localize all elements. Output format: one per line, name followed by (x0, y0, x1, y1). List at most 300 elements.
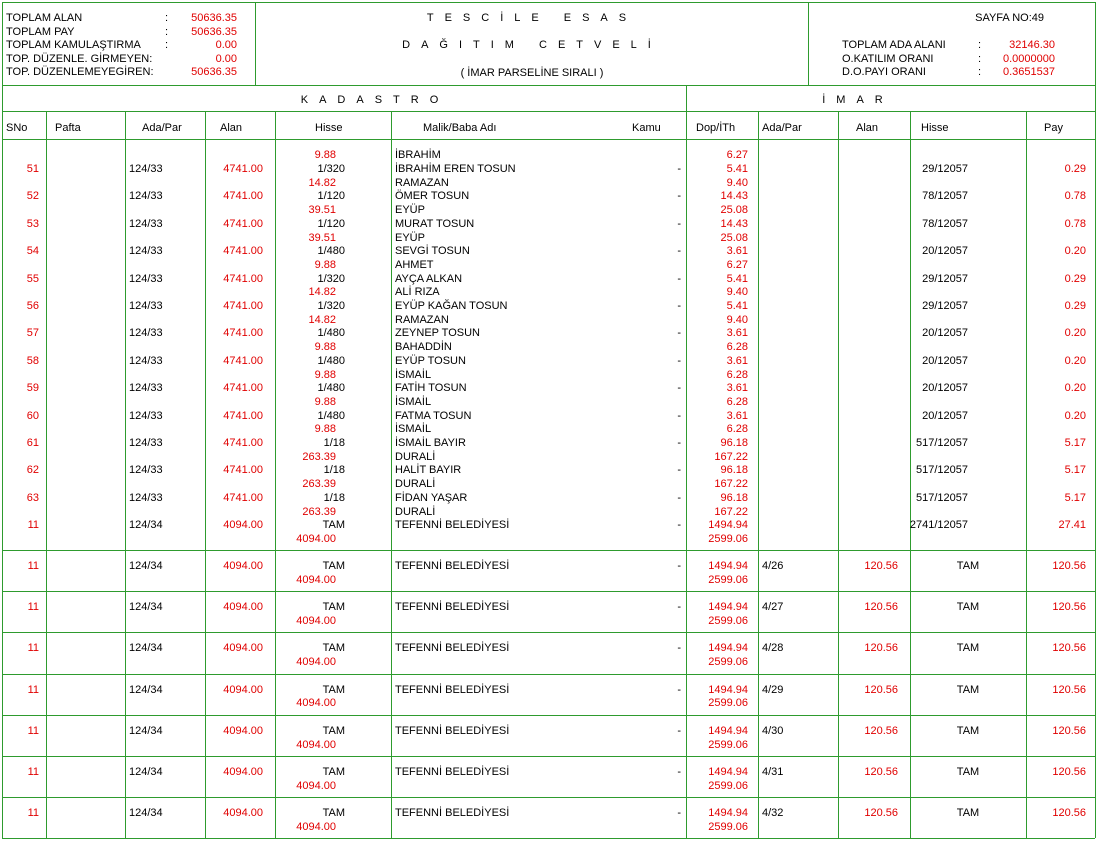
block-malik: TEFENNİ BELEDİYESİ (395, 601, 510, 614)
block-hisse-amount: 4094.00 (296, 573, 336, 586)
row-malik: SEVGİ TOSUN (395, 245, 470, 258)
block-dop: 1494.94 (708, 642, 748, 655)
row-dop: 3.61 (726, 245, 748, 258)
row-hisse-amount: 39.51 (308, 204, 336, 217)
document-subtitle: DAĞITIM CETVELİ (402, 39, 662, 51)
row-hisse-amount: 9.88 (314, 258, 336, 271)
document-sort-note: ( İMAR PARSELİNE SIRALI ) (460, 67, 604, 79)
block-dop: 1494.94 (708, 807, 748, 820)
hisse-amount: 9.88 (314, 149, 336, 161)
block-imar-alan: 120.56 (864, 601, 898, 614)
column-header: Pafta (55, 122, 81, 134)
block-dop-sub: 2599.06 (708, 656, 748, 669)
row-baba: DURALİ (395, 478, 436, 491)
colon-separator: : (165, 39, 169, 51)
row-imar-hisse: 2741/12057 (909, 519, 968, 532)
row-hisse-amount: 14.82 (308, 176, 336, 189)
row-hisse: 1/320 (317, 272, 345, 285)
block-hisse-amount: 4094.00 (296, 820, 336, 833)
block-imar-hisse: TAM (956, 642, 980, 655)
block-hisse: TAM (322, 683, 345, 696)
row-sno: 11 (27, 519, 39, 532)
block-hisse-amount: 4094.00 (296, 614, 336, 627)
row-pay: 0.78 (1064, 217, 1086, 230)
row-pay: 5.17 (1064, 437, 1086, 449)
row-alan: 4741.00 (223, 464, 263, 477)
row-imar-hisse: 20/12057 (922, 245, 968, 258)
column-header: Ada/Par (142, 122, 182, 134)
block-sno: 11 (27, 766, 39, 778)
row-kamu: - (677, 163, 681, 175)
block-ada-par: 124/34 (129, 766, 163, 778)
block-dop: 1494.94 (708, 766, 748, 778)
block-hisse-amount: 4094.00 (296, 738, 336, 751)
colon-separator: : (978, 66, 982, 78)
row-kamu: - (677, 519, 681, 532)
row-dop: 3.61 (726, 409, 748, 422)
row-malik: TEFENNİ BELEDİYESİ (395, 519, 510, 532)
row-alan: 4741.00 (223, 354, 263, 367)
row-dop: 96.18 (720, 491, 748, 504)
row-ada-par: 124/33 (129, 382, 163, 395)
row-hisse-amount: 9.88 (314, 395, 336, 408)
block-kamu: - (677, 807, 681, 820)
block-pay: 120.56 (1052, 642, 1086, 655)
row-dop-sub: 167.22 (714, 478, 748, 491)
block-alan: 4094.00 (223, 560, 263, 572)
row-pay: 0.78 (1064, 190, 1086, 203)
row-ada-par: 124/33 (129, 300, 163, 312)
row-hisse-amount: 14.82 (308, 286, 336, 299)
row-malik: İBRAHİM EREN TOSUN (395, 163, 516, 175)
block-imar-alan: 120.56 (864, 724, 898, 737)
block-hisse: TAM (322, 642, 345, 655)
horizontal-rule (2, 85, 1095, 86)
block-imar-hisse: TAM (956, 560, 980, 572)
row-alan: 4741.00 (223, 272, 263, 285)
row-malik: FATİH TOSUN (395, 382, 467, 395)
horizontal-rule (2, 139, 1095, 140)
row-imar-hisse: 20/12057 (922, 382, 968, 395)
row-hisse-amount: 9.88 (314, 341, 336, 354)
page-number: SAYFA NO:49 (975, 12, 1044, 24)
baba-name: İBRAHİM (395, 149, 441, 161)
block-pay: 120.56 (1052, 683, 1086, 696)
block-imar-hisse: TAM (956, 766, 980, 778)
summary-value: 0.0000000 (1003, 52, 1055, 65)
row-kamu: - (677, 327, 681, 340)
row-malik: FİDAN YAŞAR (395, 491, 468, 504)
row-sno: 61 (26, 437, 39, 449)
block-dop-sub: 2599.06 (708, 614, 748, 627)
column-header: Malik/Baba Adı (423, 122, 497, 134)
row-hisse-amount: 14.82 (308, 313, 336, 326)
summary-label: TOPLAM ALAN (6, 12, 83, 24)
row-malik: EYÜP KAĞAN TOSUN (395, 300, 508, 312)
row-alan: 4741.00 (223, 437, 263, 449)
block-hisse-amount: 4094.00 (296, 697, 336, 710)
row-alan: 4094.00 (223, 519, 263, 532)
vertical-rule (255, 2, 256, 85)
colon-separator: : (978, 52, 982, 65)
horizontal-rule (2, 2, 1095, 3)
row-ada-par: 124/33 (129, 272, 163, 285)
summary-value: 0.3651537 (1003, 66, 1055, 78)
block-sno: 11 (27, 601, 39, 614)
row-sno: 52 (26, 190, 39, 203)
summary-label: TOP. DÜZENLEMEYEGİREN: (6, 66, 154, 78)
row-dop-sub: 25.08 (720, 204, 748, 217)
row-imar-hisse: 20/12057 (922, 354, 968, 367)
colon-separator: : (978, 39, 982, 51)
block-imar-ada-par: 4/29 (762, 683, 784, 696)
row-ada-par: 124/33 (129, 409, 163, 422)
column-header: Hisse (921, 122, 949, 134)
row-kamu: - (677, 437, 681, 449)
summary-label: TOP. DÜZENLE. GİRMEYEN: (6, 52, 153, 65)
row-hisse-amount: 9.88 (314, 368, 336, 381)
row-alan: 4741.00 (223, 491, 263, 504)
colon-separator: : (165, 12, 169, 24)
row-ada-par: 124/33 (129, 163, 163, 175)
row-baba: RAMAZAN (395, 313, 449, 326)
block-dop-sub: 2599.06 (708, 779, 748, 792)
row-ada-par: 124/33 (129, 217, 163, 230)
row-hisse: 1/18 (323, 491, 345, 504)
block-malik: TEFENNİ BELEDİYESİ (395, 724, 510, 737)
block-hisse: TAM (322, 560, 345, 572)
row-hisse: 1/18 (323, 464, 345, 477)
horizontal-rule (2, 838, 1095, 839)
row-dop-sub: 2599.06 (708, 532, 748, 545)
row-alan: 4741.00 (223, 409, 263, 422)
row-ada-par: 124/33 (129, 354, 163, 367)
row-hisse: 1/120 (317, 217, 345, 230)
block-alan: 4094.00 (223, 642, 263, 655)
block-hisse: TAM (322, 766, 345, 778)
row-kamu: - (677, 190, 681, 203)
block-imar-alan: 120.56 (864, 766, 898, 778)
document-title: TESCİLE ESAS (426, 12, 638, 24)
block-imar-alan: 120.56 (864, 642, 898, 655)
block-imar-ada-par: 4/30 (762, 724, 784, 737)
summary-value: 50636.35 (191, 25, 237, 38)
row-kamu: - (677, 409, 681, 422)
block-ada-par: 124/34 (129, 601, 163, 614)
block-hisse: TAM (322, 724, 345, 737)
row-hisse: TAM (322, 519, 345, 532)
row-imar-hisse: 20/12057 (922, 409, 968, 422)
row-kamu: - (677, 300, 681, 312)
row-hisse-amount: 39.51 (308, 231, 336, 244)
summary-label: TOPLAM PAY (6, 25, 75, 38)
row-dop: 5.41 (726, 163, 748, 175)
vertical-rule (758, 111, 759, 838)
block-pay: 120.56 (1052, 601, 1086, 614)
block-dop-sub: 2599.06 (708, 697, 748, 710)
row-pay: 0.20 (1064, 354, 1086, 367)
summary-label: TOPLAM KAMULAŞTIRMA (6, 39, 141, 51)
vertical-rule (686, 85, 687, 111)
block-imar-ada-par: 4/28 (762, 642, 784, 655)
horizontal-rule (2, 674, 1095, 675)
row-hisse: 1/480 (317, 409, 345, 422)
block-alan: 4094.00 (223, 601, 263, 614)
block-kamu: - (677, 601, 681, 614)
row-kamu: - (677, 217, 681, 230)
vertical-rule (808, 2, 809, 85)
row-dop: 1494.94 (708, 519, 748, 532)
row-malik: HALİT BAYIR (395, 464, 462, 477)
block-alan: 4094.00 (223, 807, 263, 820)
row-malik: ZEYNEP TOSUN (395, 327, 480, 340)
row-dop-sub: 167.22 (714, 450, 748, 463)
row-dop: 5.41 (726, 272, 748, 285)
row-baba: EYÜP (395, 204, 425, 217)
block-sno: 11 (27, 807, 39, 820)
row-dop-sub: 6.28 (726, 423, 748, 436)
row-sno: 54 (26, 245, 39, 258)
block-imar-hisse: TAM (956, 724, 980, 737)
row-baba: İSMAİL (395, 423, 432, 436)
row-pay: 27.41 (1058, 519, 1086, 532)
row-pay: 0.20 (1064, 327, 1086, 340)
block-sno: 11 (27, 560, 39, 572)
block-hisse-amount: 4094.00 (296, 656, 336, 669)
block-dop-sub: 2599.06 (708, 738, 748, 751)
row-dop-sub: 9.40 (726, 176, 748, 189)
row-dop-sub: 6.28 (726, 395, 748, 408)
row-baba: DURALİ (395, 505, 436, 518)
row-hisse: 1/18 (323, 437, 345, 449)
row-alan: 4741.00 (223, 163, 263, 175)
block-alan: 4094.00 (223, 766, 263, 778)
row-dop-sub: 167.22 (714, 505, 748, 518)
row-baba: İSMAİL (395, 395, 432, 408)
row-sno: 58 (26, 354, 39, 367)
row-dop: 3.61 (726, 354, 748, 367)
row-hisse-amount: 263.39 (302, 505, 336, 518)
row-hisse: 1/320 (317, 300, 345, 312)
row-ada-par: 124/33 (129, 437, 163, 449)
row-dop: 5.41 (726, 300, 748, 312)
block-pay: 120.56 (1052, 807, 1086, 820)
block-dop-sub: 2599.06 (708, 573, 748, 586)
row-pay: 0.29 (1064, 300, 1086, 312)
block-pay: 120.56 (1052, 560, 1086, 572)
row-dop: 3.61 (726, 382, 748, 395)
row-malik: MURAT TOSUN (395, 217, 475, 230)
block-dop: 1494.94 (708, 560, 748, 572)
row-malik: ÖMER TOSUN (395, 190, 470, 203)
block-sno: 11 (27, 642, 39, 655)
block-alan: 4094.00 (223, 683, 263, 696)
summary-label: D.O.PAYI ORANI (842, 66, 926, 78)
summary-value: 50636.35 (191, 12, 237, 24)
block-imar-ada-par: 4/27 (762, 601, 784, 614)
block-alan: 4094.00 (223, 724, 263, 737)
block-malik: TEFENNİ BELEDİYESİ (395, 642, 510, 655)
horizontal-rule (2, 550, 1095, 551)
column-header: Pay (1044, 122, 1063, 134)
row-dop-sub: 25.08 (720, 231, 748, 244)
row-sno: 60 (26, 409, 39, 422)
row-malik: İSMAİL BAYIR (395, 437, 466, 449)
row-baba: RAMAZAN (395, 176, 449, 189)
block-ada-par: 124/34 (129, 642, 163, 655)
row-alan: 4741.00 (223, 245, 263, 258)
block-dop-sub: 2599.06 (708, 820, 748, 833)
colon-separator: : (165, 25, 169, 38)
block-pay: 120.56 (1052, 766, 1086, 778)
column-header: Alan (220, 122, 243, 134)
block-imar-ada-par: 4/32 (762, 807, 784, 820)
row-imar-hisse: 29/12057 (922, 272, 968, 285)
column-header: SNo (6, 122, 28, 134)
horizontal-rule (2, 797, 1095, 798)
row-pay: 5.17 (1064, 491, 1086, 504)
block-kamu: - (677, 560, 681, 572)
row-imar-hisse: 29/12057 (922, 163, 968, 175)
dop-amount: 6.27 (726, 149, 748, 161)
row-sno: 57 (26, 327, 39, 340)
vertical-rule (391, 111, 392, 838)
row-dop-sub: 6.27 (726, 258, 748, 271)
summary-value: 32146.30 (1009, 39, 1055, 51)
row-imar-hisse: 517/12057 (916, 437, 968, 449)
row-hisse: 1/320 (317, 163, 345, 175)
row-hisse: 1/480 (317, 382, 345, 395)
vertical-rule (275, 111, 276, 838)
row-alan: 4741.00 (223, 217, 263, 230)
summary-value: 0.00 (215, 52, 237, 65)
summary-value: 0.00 (215, 39, 237, 51)
row-pay: 0.20 (1064, 382, 1086, 395)
horizontal-rule (2, 756, 1095, 757)
summary-value: 50636.35 (191, 66, 237, 78)
row-baba: İSMAİL (395, 368, 432, 381)
row-baba: ALİ RIZA (395, 286, 440, 299)
column-header: Dop/İTh (696, 122, 736, 134)
row-sno: 51 (26, 163, 39, 175)
block-imar-alan: 120.56 (864, 807, 898, 820)
row-dop: 96.18 (720, 437, 748, 449)
block-sno: 11 (27, 724, 39, 737)
row-baba: EYÜP (395, 231, 425, 244)
row-hisse: 1/480 (317, 327, 345, 340)
block-malik: TEFENNİ BELEDİYESİ (395, 807, 510, 820)
row-sno: 56 (26, 300, 39, 312)
block-kamu: - (677, 766, 681, 778)
block-kamu: - (677, 642, 681, 655)
row-sno: 55 (26, 272, 39, 285)
row-hisse-amount: 9.88 (314, 423, 336, 436)
block-dop: 1494.94 (708, 601, 748, 614)
vertical-rule (1095, 2, 1096, 838)
horizontal-rule (2, 591, 1095, 592)
row-hisse-amount: 4094.00 (296, 532, 336, 545)
block-pay: 120.56 (1052, 724, 1086, 737)
vertical-rule (2, 2, 3, 838)
block-imar-ada-par: 4/26 (762, 560, 784, 572)
horizontal-rule (2, 111, 1095, 112)
column-header: Hisse (315, 122, 343, 134)
row-dop-sub: 9.40 (726, 286, 748, 299)
row-imar-hisse: 78/12057 (922, 190, 968, 203)
row-kamu: - (677, 354, 681, 367)
column-header: Kamu (632, 122, 661, 134)
row-hisse: 1/480 (317, 354, 345, 367)
row-hisse-amount: 263.39 (302, 450, 336, 463)
row-baba: DURALİ (395, 450, 436, 463)
row-pay: 0.20 (1064, 409, 1086, 422)
row-kamu: - (677, 464, 681, 477)
row-dop-sub: 9.40 (726, 313, 748, 326)
row-imar-hisse: 517/12057 (916, 491, 968, 504)
horizontal-rule (2, 632, 1095, 633)
block-malik: TEFENNİ BELEDİYESİ (395, 683, 510, 696)
block-kamu: - (677, 683, 681, 696)
block-hisse: TAM (322, 807, 345, 820)
row-ada-par: 124/33 (129, 327, 163, 340)
row-baba: AHMET (395, 258, 434, 271)
row-pay: 0.29 (1064, 163, 1086, 175)
column-header: Ada/Par (762, 122, 802, 134)
row-imar-hisse: 517/12057 (916, 464, 968, 477)
vertical-rule (125, 111, 126, 838)
row-alan: 4741.00 (223, 382, 263, 395)
block-imar-alan: 120.56 (864, 683, 898, 696)
row-kamu: - (677, 272, 681, 285)
row-pay: 0.29 (1064, 272, 1086, 285)
row-alan: 4741.00 (223, 190, 263, 203)
row-kamu: - (677, 382, 681, 395)
row-dop-sub: 6.28 (726, 341, 748, 354)
block-malik: TEFENNİ BELEDİYESİ (395, 766, 510, 778)
row-kamu: - (677, 491, 681, 504)
row-ada-par: 124/33 (129, 491, 163, 504)
block-dop: 1494.94 (708, 724, 748, 737)
block-ada-par: 124/34 (129, 807, 163, 820)
block-dop: 1494.94 (708, 683, 748, 696)
summary-label: TOPLAM ADA ALANI (842, 39, 946, 51)
row-imar-hisse: 78/12057 (922, 217, 968, 230)
row-dop: 3.61 (726, 327, 748, 340)
block-imar-hisse: TAM (956, 601, 980, 614)
row-hisse-amount: 263.39 (302, 478, 336, 491)
row-alan: 4741.00 (223, 327, 263, 340)
row-ada-par: 124/33 (129, 190, 163, 203)
row-alan: 4741.00 (223, 300, 263, 312)
row-pay: 5.17 (1064, 464, 1086, 477)
column-header: Alan (856, 122, 879, 134)
row-imar-hisse: 29/12057 (922, 300, 968, 312)
block-hisse-amount: 4094.00 (296, 779, 336, 792)
row-ada-par: 124/34 (129, 519, 163, 532)
block-kamu: - (677, 724, 681, 737)
row-kamu: - (677, 245, 681, 258)
row-malik: FATMA TOSUN (395, 409, 472, 422)
block-ada-par: 124/34 (129, 560, 163, 572)
block-hisse: TAM (322, 601, 345, 614)
row-baba: BAHADDİN (395, 341, 452, 354)
block-sno: 11 (27, 683, 39, 696)
row-sno: 53 (26, 217, 39, 230)
row-dop: 14.43 (720, 217, 748, 230)
vertical-rule (46, 111, 47, 838)
row-dop-sub: 6.28 (726, 368, 748, 381)
block-imar-hisse: TAM (956, 683, 980, 696)
